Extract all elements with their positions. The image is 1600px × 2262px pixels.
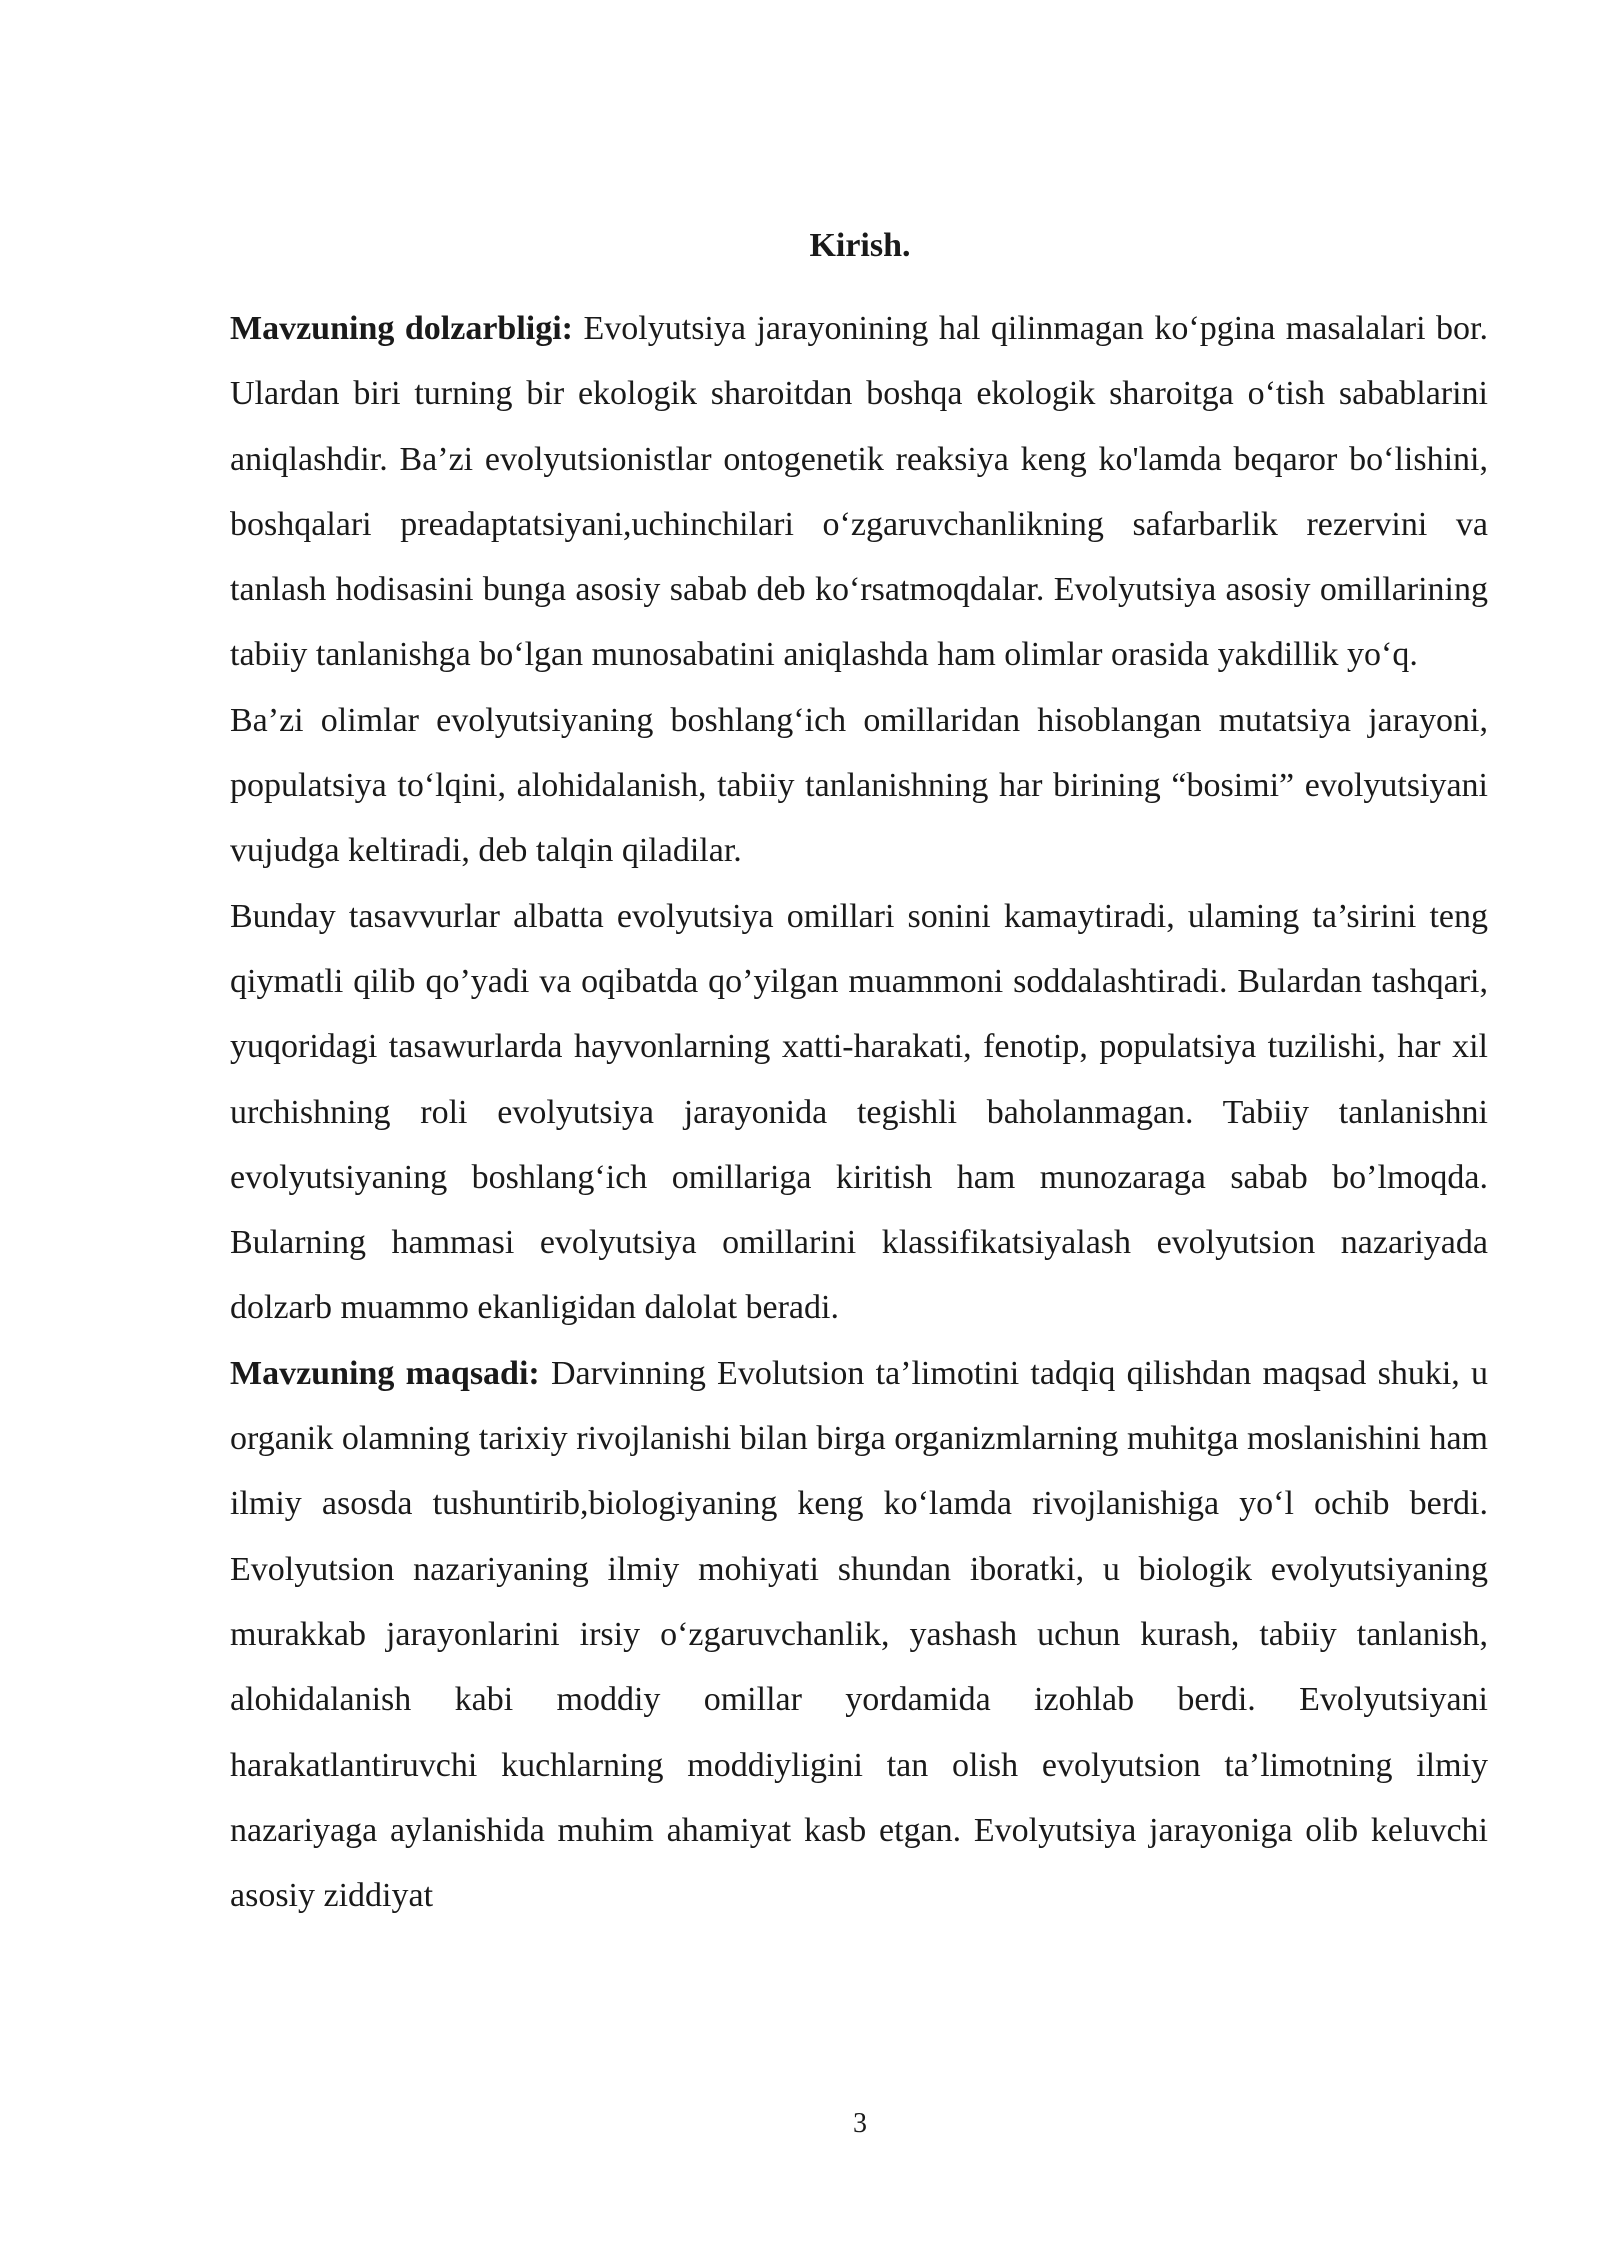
page-title: Kirish.: [809, 227, 911, 264]
paragraph-conceptions: [230, 884, 1488, 1341]
paragraph-lead: Mavzuning maqsadi:: [230, 1354, 540, 1392]
paragraph-lead: Mavzuning dolzarbligi:: [230, 310, 573, 347]
page-number: 3: [853, 2108, 867, 2139]
paragraph-text: Bunday tasavvurlar albatta evolyutsiya omillari sonini kamaytiradi, ulaming ta’sirini teng qiymatli qilib qo’yadi va oqibatda qo’yilgan muammoni soddalashtiradi. Bulardan tashqari, yuqoridagi tasawurlarda hayvonlarning xatti-harakati, fenotip, populatsiya tuzilishi, har xil urchishning roli evolyutsiya jarayonida tegishli baholanmagan. Tabiiy tanlanishni evolyutsiyaning boshlang‘ich omillariga kiritish ham munozaraga sabab bo’lmoqda. Bularning hammasi evolyutsiya omillarini klassifikatsiyalash evolyutsion nazariyada dolzarb muammo ekanligidan dalolat beradi.: [230, 897, 1488, 1327]
paragraph-text: Ba’zi olimlar evolyutsiyaning boshlang‘ich omillaridan hisoblangan mutatsiya jarayoni, populatsiya to‘lqini, alohidalanish, tabiiy tanlanishning har birining “bosimi” evolyutsiyani vujudga keltiradi, deb talqin qiladilar.: [230, 701, 1488, 870]
paragraph-scholars-view: [230, 688, 1488, 884]
paragraph-goal: [230, 1341, 1488, 1929]
paragraph-text: Evolyutsiya jarayonining hal qilinmagan ko‘pgina masalalari bor. Ulardan biri turning bir ekologik sharoitdan boshqa ekologik sharoitga o‘tish sabablarini aniqlashdir. Ba’zi evolyutsionistlar ontogenetik reaksiya keng ko'lamda beqaror bo‘lishini, boshqalari preadaptatsiyani,uchinchilari o‘zgaruvchanlikning safarbarlik rezervini va tanlash hodisasini bunga asosiy sabab deb ko‘rsatmoqdalar. Evolyutsiya asosiy omillarining tabiiy tanlanishga bo‘lgan munosabatini aniqlashda ham olimlar orasida yakdillik yo‘q.: [230, 310, 1488, 674]
document-body: [230, 296, 1488, 1928]
paragraph-relevance: [230, 296, 1488, 688]
paragraph-text: Darvinning Evolutsion ta’limotini tadqiq qilishdan maqsad shuki, u organik olamning tarixiy rivojlanishi bilan birga organizmlarning muhitga moslanishini ham ilmiy asosda tushuntirib,biologiyaning keng ko‘lamda rivojlanishiga yo‘l ochib berdi. Evolyutsion nazariyaning ilmiy mohiyati shundan iboratki, u biologik evolyutsiyaning murakkab jarayonlarini irsiy o‘zgaruvchanlik, yashash uchun kurash, tabiiy tanlanish, alohidalanish kabi moddiy omillar yordamida izohlab berdi. Evolyutsiyani harakatlantiruvchi kuchlarning moddiyligini tan olish evolyutsion ta’limotning ilmiy nazariyaga aylanishida muhim ahamiyat kasb etgan. Evolyutsiya jarayoniga olib keluvchi asosiy ziddiyat: [230, 1354, 1488, 1915]
